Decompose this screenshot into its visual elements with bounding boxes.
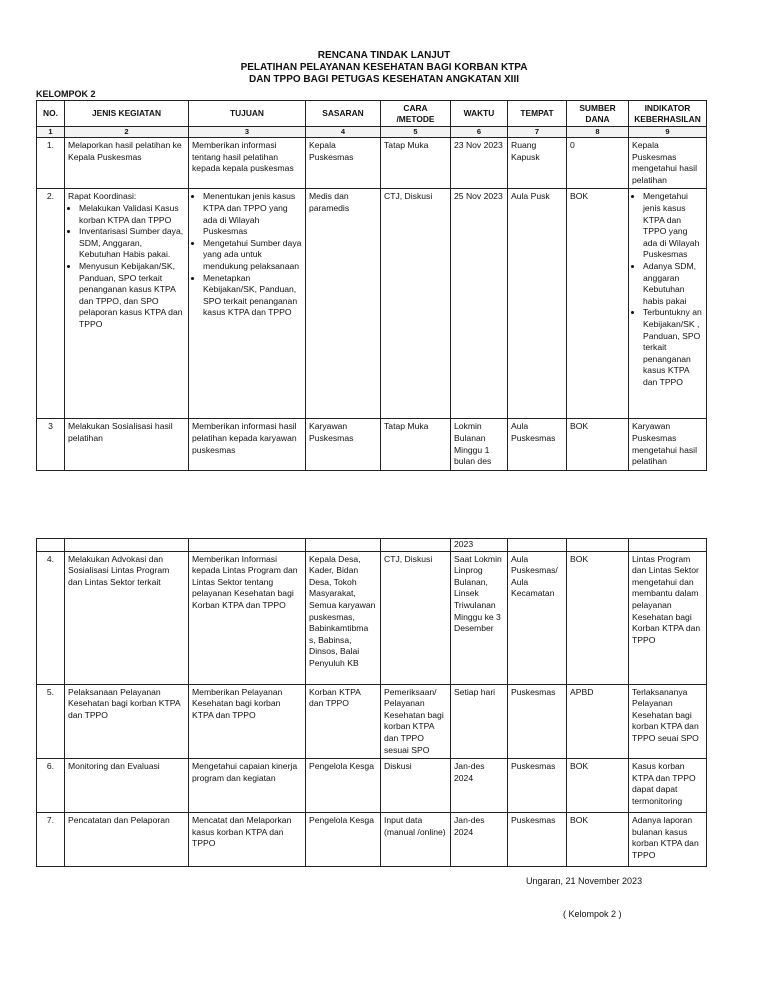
col-number: 2: [65, 127, 189, 138]
place-date: Ungaran, 21 November 2023: [526, 876, 643, 886]
doc-subtitle-1: PELATIHAN PELAYANAN KESEHATAN BAGI KORBAN KTPA: [240, 62, 528, 73]
col-header-waktu: WAKTU: [451, 101, 508, 127]
cell-indikator: Lintas Program dan Lintas Sektor mengetahui dan membantu dalam pelayanan Kesehatan bagi Korban KTPA dan TPPO: [629, 551, 707, 684]
header-row: [37, 101, 707, 127]
cell-sumber: BOK: [567, 813, 629, 867]
cell-jenis: Melakukan Sosialisasi hasil pelatihan: [65, 419, 189, 470]
cell-waktu: 25 Nov 2023: [451, 189, 508, 419]
cell-no: 6.: [37, 759, 65, 813]
signature-label: ( Kelompok 2 ): [563, 909, 622, 919]
cell-empty: [189, 539, 306, 552]
table-row: [37, 551, 707, 684]
cell-cara: CTJ, Diskusi: [381, 189, 451, 419]
doc-title: RENCANA TINDAK LANJUT: [317, 50, 451, 61]
col-number: 9: [629, 127, 707, 138]
col-header-jenis: JENIS KEGIATAN: [65, 101, 189, 127]
cell-no: 2.: [37, 189, 65, 419]
cell-no: 1.: [37, 138, 65, 189]
cell-sasaran: Korban KTPA dan TPPO: [306, 684, 381, 759]
tujuan-list: [192, 191, 302, 319]
list-item: • Mengetahui jenis kasus KTPA dan TPPO yang ada di Wilayah Puskesmas: [643, 191, 703, 261]
col-header-tujuan: TUJUAN: [189, 101, 306, 127]
cell-empty: [629, 539, 707, 552]
cell-cara: Diskusi: [381, 759, 451, 813]
col-header-no: NO.: [37, 101, 65, 127]
cell-empty: [37, 539, 65, 552]
col-number: 7: [508, 127, 567, 138]
cell-indikator: Kepala Puskesmas mengetahui hasil pelatihan: [629, 138, 707, 189]
cell-waktu: Saat Lokmin Linprog Bulanan, Linsek Triwulanan Minggu ke 3 Desember: [451, 551, 508, 684]
cell-indikator: Karyawan Puskesmas mengetahui hasil pelatihan: [629, 419, 707, 470]
cell-indikator: Terlaksananya Pelayanan Kesehatan bagi korban KTPA dan TPPO seuai SPO: [629, 684, 707, 759]
cell-sasaran: Kepala Puskesmas: [306, 138, 381, 189]
list-item: • Menyusun Kebijakan/SK, Panduan, SPO terkait penanganan kasus KTPA dan TPPO, dan SPO pelaporan kasus KTPA dan TPPO: [79, 261, 185, 331]
cell-cara: CTJ, Diskusi: [381, 551, 451, 684]
col-number: 3: [189, 127, 306, 138]
col-number: 8: [567, 127, 629, 138]
cell-tujuan: Memberikan informasi tentang hasil pelatihan kepada kepala puskesmas: [189, 138, 306, 189]
column-number-row: [37, 127, 707, 138]
table-row: [37, 759, 707, 813]
col-number: 4: [306, 127, 381, 138]
cell-sumber: BOK: [567, 189, 629, 419]
table-row: [37, 189, 707, 419]
cell-sumber: BOK: [567, 759, 629, 813]
cell-tujuan: Memberikan informasi hasil pelatihan kepada karyawan puskesmas: [189, 419, 306, 470]
col-number: 6: [451, 127, 508, 138]
cell-no: 7.: [37, 813, 65, 867]
cell-tujuan: Memberikan Informasi kepada Lintas Program dan Lintas Sektor tentang pelayanan Kesehatan bagi Korban KTPA dan TPPO: [189, 551, 306, 684]
cell-jenis: Melakukan Advokasi dan Sosialisasi Lintas Program dan Lintas Sektor terkait: [65, 551, 189, 684]
jenis-list: [68, 203, 185, 331]
table-row: [37, 813, 707, 867]
list-item: • Melakukan Validasi Kasus korban KTPA dan TPPO: [79, 203, 185, 226]
cell-tempat: Puskesmas: [508, 759, 567, 813]
plan-table-part-1: [36, 100, 707, 471]
cell-waktu: Jan-des 2024: [451, 813, 508, 867]
table-row-continued: [37, 539, 707, 552]
cell-sasaran: Medis dan paramedis: [306, 189, 381, 419]
doc-subtitle-2: DAN TPPO BAGI PETUGAS KESEHATAN ANGKATAN XIII: [248, 74, 519, 85]
cell-tempat: Ruang Kapusk: [508, 138, 567, 189]
cell-sasaran: Pengelola Kesga: [306, 759, 381, 813]
cell-sumber: APBD: [567, 684, 629, 759]
col-header-sumber: SUMBER DANA: [567, 101, 629, 127]
cell-jenis: Melaporkan hasil pelatihan ke Kepala Puskesmas: [65, 138, 189, 189]
cell-empty: [508, 539, 567, 552]
cell-jenis: Pelaksanaan Pelayanan Kesehatan bagi korban KTPA dan TPPO: [65, 684, 189, 759]
cell-no: 4.: [37, 551, 65, 684]
list-item: • Terbuntukny an Kebijakan/SK , Panduan, SPO terkait penanganan kasus KTPA dan TPPO: [643, 307, 703, 388]
cell-waktu: 2023: [451, 539, 508, 552]
col-header-sasaran: SASARAN: [306, 101, 381, 127]
cell-tempat: Aula Puskesmas: [508, 419, 567, 470]
cell-jenis: Pencatatan dan Pelaporan: [65, 813, 189, 867]
cell-jenis: Monitoring dan Evaluasi: [65, 759, 189, 813]
cell-no: 5.: [37, 684, 65, 759]
col-header-indikator: INDIKATOR KEBERHASILAN: [629, 101, 707, 127]
cell-indikator: Adanya laporan bulanan kasus korban KTPA dan TPPO: [629, 813, 707, 867]
cell-waktu: 23 Nov 2023: [451, 138, 508, 189]
plan-table-part-2: [36, 538, 707, 867]
cell-sumber: BOK: [567, 419, 629, 470]
col-header-cara: CARA /METODE: [381, 101, 451, 127]
cell-no: 3: [37, 419, 65, 470]
cell-tempat: Puskesmas: [508, 684, 567, 759]
cell-tujuan: [189, 189, 306, 419]
cell-tempat: Aula Pusk: [508, 189, 567, 419]
cell-cara: Tatap Muka: [381, 419, 451, 470]
col-number: 1: [37, 127, 65, 138]
cell-empty: [381, 539, 451, 552]
cell-sumber: BOK: [567, 551, 629, 684]
group-label: KELOMPOK 2: [36, 89, 96, 99]
cell-empty: [65, 539, 189, 552]
cell-tempat: Puskesmas: [508, 813, 567, 867]
cell-cara: Pemeriksaan/ Pelayanan Kesehatan bagi korban KTPA dan TPPO sesuai SPO: [381, 684, 451, 759]
list-item: • Menetapkan Kebijakan/SK, Panduan, SPO terkait penanganan kasus KTPA dan TPPO: [203, 273, 302, 319]
cell-sasaran: Kepala Desa, Kader, Bidan Desa, Tokoh Masyarakat, Semua karyawan puskesmas, Babinkamtibma s, Babinsa, Dinsos, Balai Penyuluh KB: [306, 551, 381, 684]
cell-indikator: Kasus korban KTPA dan TPPO dapat dapat termonitoring: [629, 759, 707, 813]
table-row: [37, 419, 707, 470]
cell-cara: Input data (manual /online): [381, 813, 451, 867]
cell-jenis: [65, 189, 189, 419]
cell-waktu: Jan-des 2024: [451, 759, 508, 813]
cell-sumber: 0: [567, 138, 629, 189]
list-item: • Inventarisasi Sumber daya, SDM, Anggaran, Kebutuhan Habis pakai.: [79, 226, 185, 261]
cell-empty: [567, 539, 629, 552]
table-row: [37, 138, 707, 189]
col-header-tempat: TEMPAT: [508, 101, 567, 127]
cell-tujuan: Memberikan Pelayanan Kesehatan bagi korban KTPA dan TPPO: [189, 684, 306, 759]
table-row: [37, 684, 707, 759]
cell-sasaran: Pengelola Kesga: [306, 813, 381, 867]
cell-empty: [306, 539, 381, 552]
cell-tempat: Aula Puskesmas/ Aula Kecamatan: [508, 551, 567, 684]
list-item: • Mengetahui Sumber daya yang ada untuk mendukung pelaksanaan: [203, 238, 302, 273]
jenis-title: Rapat Koordinasi:: [68, 191, 137, 202]
indikator-list: [632, 191, 703, 388]
cell-waktu: Setiap hari: [451, 684, 508, 759]
list-item: • Adanya SDM, anggaran Kebutuhan habis pakai: [643, 261, 703, 307]
col-number: 5: [381, 127, 451, 138]
cell-tujuan: Mencatat dan Melaporkan kasus korban KTPA dan TPPO: [189, 813, 306, 867]
cell-cara: Tatap Muka: [381, 138, 451, 189]
cell-tujuan: Mengetahui capaian kinerja program dan kegiatan: [189, 759, 306, 813]
cell-waktu: Lokmin Bulanan Minggu 1 bulan des: [451, 419, 508, 470]
cell-sasaran: Karyawan Puskesmas: [306, 419, 381, 470]
list-item: • Menentukan jenis kasus KTPA dan TPPO yang ada di Wilayah Puskesmas: [203, 191, 302, 237]
cell-indikator: [629, 189, 707, 419]
